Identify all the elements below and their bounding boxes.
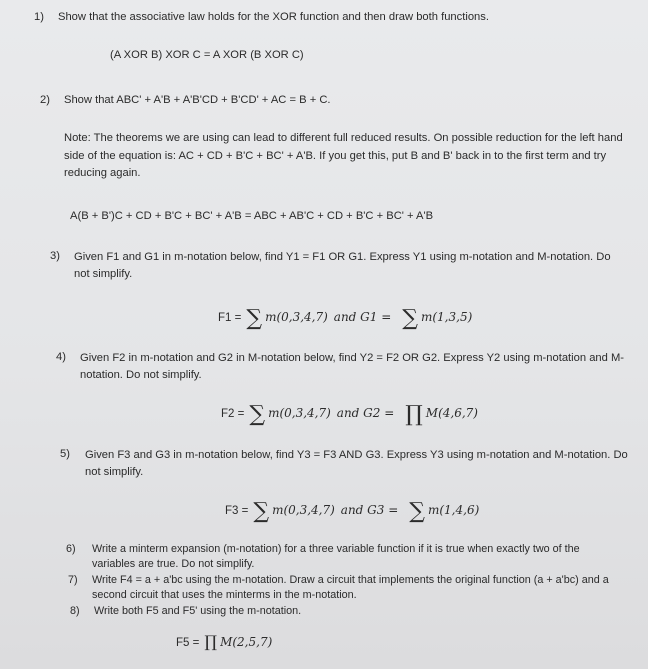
q8-formula-term1: M(2,5,7) bbox=[220, 635, 273, 649]
q6-text: Write a minterm expansion (m-notation) for a three variable function if it is true when exactly two of the variables are true. Do not simplify. bbox=[92, 543, 580, 570]
q4-text: Given F2 in m-notation and G2 in M-notation below, find Y2 = F2 OR G2. Express Y2 using m-notation and M-notation. Do not simplify. bbox=[80, 352, 625, 381]
q4-formula-term1: m(0,3,4,7) bbox=[268, 406, 331, 420]
q4-formula-term2: M(4,6,7) bbox=[425, 406, 478, 420]
q2-number: 2) bbox=[40, 94, 50, 106]
sigma-icon: ∑ bbox=[253, 499, 270, 524]
q4-formula-lhs: F2 = bbox=[221, 408, 245, 420]
q8-formula bbox=[176, 632, 272, 653]
q7-text: Write F4 = a + a'bc using the m-notation. Draw a circuit that implements the original function (a + a'bc) and a second circuit that uses the minterms in the m-notation. bbox=[92, 574, 609, 601]
q2-note: Note: The theorems we are using can lead to different full reduced results. On possible reduction for the left hand side of the equation is: AC + CD + B'C + BC' + A'B. If you get this, put B and B' back in to the first term and try reducing again. bbox=[64, 132, 623, 179]
q7-number: 7) bbox=[68, 574, 78, 586]
q3-formula-mid: and G1 = bbox=[333, 310, 392, 324]
q2-equation: A(B + B')C + CD + B'C + BC' + A'B = ABC + AB'C + CD + B'C + BC' + A'B bbox=[70, 210, 434, 222]
q5-formula-lhs: F3 = bbox=[225, 505, 249, 517]
q1-number: 1) bbox=[34, 11, 44, 23]
sigma-icon: ∑ bbox=[409, 499, 425, 524]
q3-formula bbox=[218, 307, 472, 329]
q6-number: 6) bbox=[66, 543, 76, 555]
q8-text: Write both F5 and F5' using the m-notation. bbox=[94, 605, 302, 617]
q5-formula-term1: m(0,3,4,7) bbox=[272, 503, 335, 517]
sigma-icon: ∑ bbox=[249, 402, 266, 427]
q4-number: 4) bbox=[56, 351, 66, 363]
q5-text: Given F3 and G3 in m-notation below, find Y3 = F3 AND G3. Express Y3 using m-notation and M-notation. Do not simplify. bbox=[85, 449, 628, 478]
q3-number: 3) bbox=[50, 250, 60, 262]
q3-formula-term2: m(1,3,5) bbox=[420, 310, 473, 324]
q3-text: Given F1 and G1 in m-notation below, find Y1 = F1 OR G1. Express Y1 using m-notation and M-notation. Do not simplify. bbox=[74, 251, 611, 280]
q4-formula-mid: and G2 = bbox=[336, 406, 395, 420]
product-icon: ∏ bbox=[204, 632, 218, 651]
q8-formula-lhs: F5 = bbox=[176, 637, 200, 649]
q1-equation: (A XOR B) XOR C = A XOR (B XOR C) bbox=[110, 49, 304, 61]
q3-formula-term1: m(0,3,4,7) bbox=[265, 310, 328, 324]
product-icon: ∏ bbox=[405, 402, 423, 427]
q5-number: 5) bbox=[60, 448, 70, 460]
q5-formula-term2: m(1,4,6) bbox=[427, 503, 480, 517]
sigma-icon: ∑ bbox=[402, 306, 418, 331]
q8-number: 8) bbox=[70, 605, 80, 617]
q3-formula-lhs: F1 = bbox=[218, 312, 242, 324]
q4-formula bbox=[221, 403, 478, 425]
q5-formula-mid: and G3 = bbox=[340, 503, 399, 517]
q2-text: Show that ABC' + A'B + A'B'CD + B'CD' + AC = B + C. bbox=[64, 94, 331, 106]
q5-formula bbox=[225, 500, 479, 522]
q1-text: Show that the associative law holds for the XOR function and then draw both functions. bbox=[58, 11, 489, 23]
sigma-icon: ∑ bbox=[246, 306, 263, 331]
